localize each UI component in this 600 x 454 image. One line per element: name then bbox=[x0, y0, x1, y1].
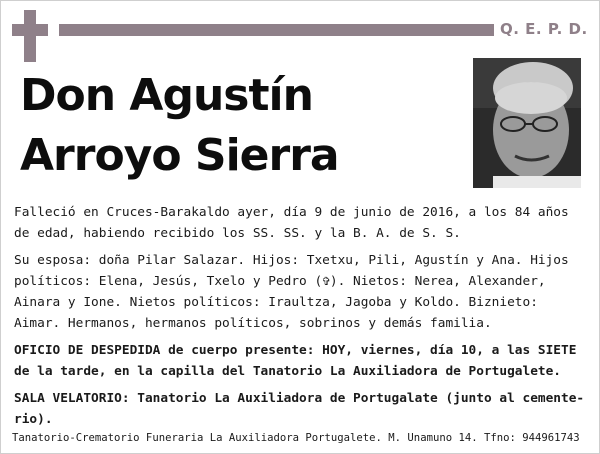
family-paragraph: Su esposa: doña Pilar Salazar. Hijos: Txetxu, Pili, Agustín y Ana. Hijos políticos: Elena, Jesús, Txelo y Pedro (✞). Nietos: Nerea, Alexander, Ainara y Ione. Nietos políticos: Iraultza, Jagoba y Koldo. Biznieto: Aimar. Hermanos, hermanos políticos, sobrinos y demás familia. bbox=[14, 253, 569, 331]
portrait-image bbox=[473, 58, 581, 188]
deceased-name bbox=[20, 66, 460, 186]
death-paragraph: Falleció en Cruces-Barakaldo ayer, día 9 de junio de 2016, a los 84 años de edad, habiendo recibido los SS. SS. y la B. A. de S. S. bbox=[14, 205, 569, 241]
cross-icon-vertical bbox=[24, 10, 36, 62]
wake-room-paragraph: SALA VELATORIO: Tanatorio La Auxiliadora de Portugalate (junto al cemente-rio). bbox=[14, 391, 585, 427]
funeral-office-paragraph: OFICIO DE DESPEDIDA de cuerpo presente: HOY, viernes, día 10, a las SIETE de la tarde, en la capilla del Tanatorio La Auxiliadora de Portugalete. bbox=[14, 343, 577, 379]
qepd-label: Q. E. P. D. bbox=[500, 20, 588, 38]
deceased-name-line2: Arroyo Sierra bbox=[20, 130, 339, 181]
obituary-body bbox=[14, 202, 586, 436]
funeral-home-footer: Tanatorio-Crematorio Funeraria La Auxiliadora Portugalete. M. Unamuno 14. Tfno: 944961743 bbox=[12, 432, 580, 444]
header-bar bbox=[59, 24, 494, 36]
deceased-name-line1: Don Agustín bbox=[20, 70, 313, 121]
portrait-photo bbox=[473, 58, 581, 188]
cross-icon-horizontal bbox=[12, 24, 48, 36]
